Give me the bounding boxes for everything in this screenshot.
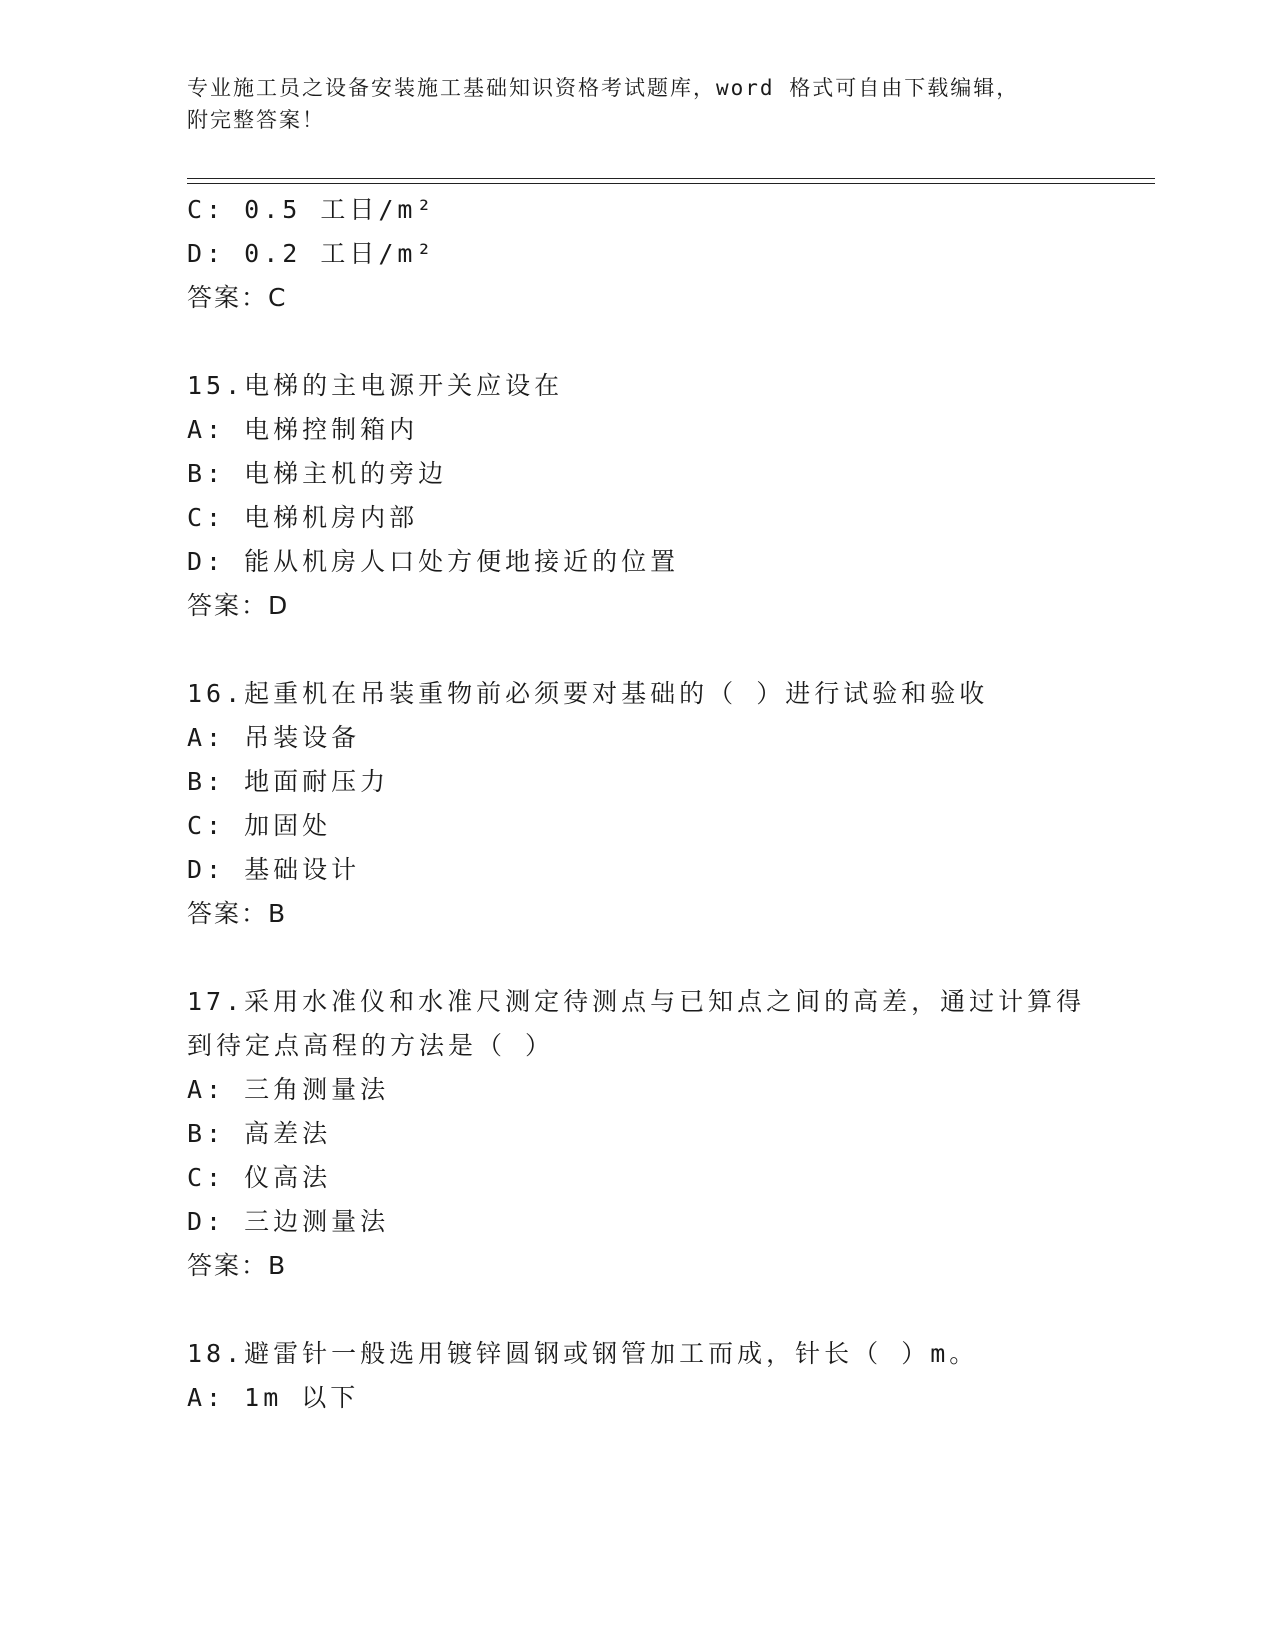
q18-option-a: A: 1m 以下 <box>187 1383 360 1412</box>
q15-option-c: C: 电梯机房内部 <box>187 503 419 532</box>
q17-option-a: A: 三角测量法 <box>187 1075 390 1104</box>
q15-answer: 答案：D <box>187 591 290 620</box>
q17-option-d: D: 三边测量法 <box>187 1207 390 1236</box>
q16-option-a: A: 吊装设备 <box>187 723 361 752</box>
q15-option-b: B: 电梯主机的旁边 <box>187 459 448 488</box>
header-line-2: 附完整答案！ <box>187 108 325 132</box>
q16-option-d: D: 基础设计 <box>187 855 361 884</box>
q14-answer: 答案：C <box>187 283 288 312</box>
q14-option-c: C: 0.5 工日/m² <box>187 195 436 224</box>
header-divider-top <box>187 178 1155 179</box>
header-divider-bottom <box>187 183 1155 184</box>
header-line-1: 专业施工员之设备安装施工基础知识资格考试题库，word 格式可自由下载编辑， <box>187 76 1020 100</box>
q15-option-d: D: 能从机房人口处方便地接近的位置 <box>187 547 680 576</box>
q17-question-line-2: 到待定点高程的方法是（ ） <box>187 1031 555 1060</box>
q16-option-c: C: 加固处 <box>187 811 332 840</box>
q16-answer: 答案：B <box>187 899 288 928</box>
q17-option-c: C: 仪高法 <box>187 1163 332 1192</box>
q16-question: 16.起重机在吊装重物前必须要对基础的（ ）进行试验和验收 <box>187 679 989 708</box>
q18-question: 18.避雷针一般选用镀锌圆钢或钢管加工而成，针长（ ）m。 <box>187 1339 979 1368</box>
q17-answer: 答案：B <box>187 1251 288 1280</box>
q15-option-a: A: 电梯控制箱内 <box>187 415 419 444</box>
q17-question-line-1: 17.采用水准仪和水准尺测定待测点与已知点之间的高差，通过计算得 <box>187 987 1086 1016</box>
q17-option-b: B: 高差法 <box>187 1119 332 1148</box>
q14-option-d: D: 0.2 工日/m² <box>187 239 436 268</box>
q15-question: 15.电梯的主电源开关应设在 <box>187 371 564 400</box>
q16-option-b: B: 地面耐压力 <box>187 767 390 796</box>
document-header <box>187 72 1067 136</box>
